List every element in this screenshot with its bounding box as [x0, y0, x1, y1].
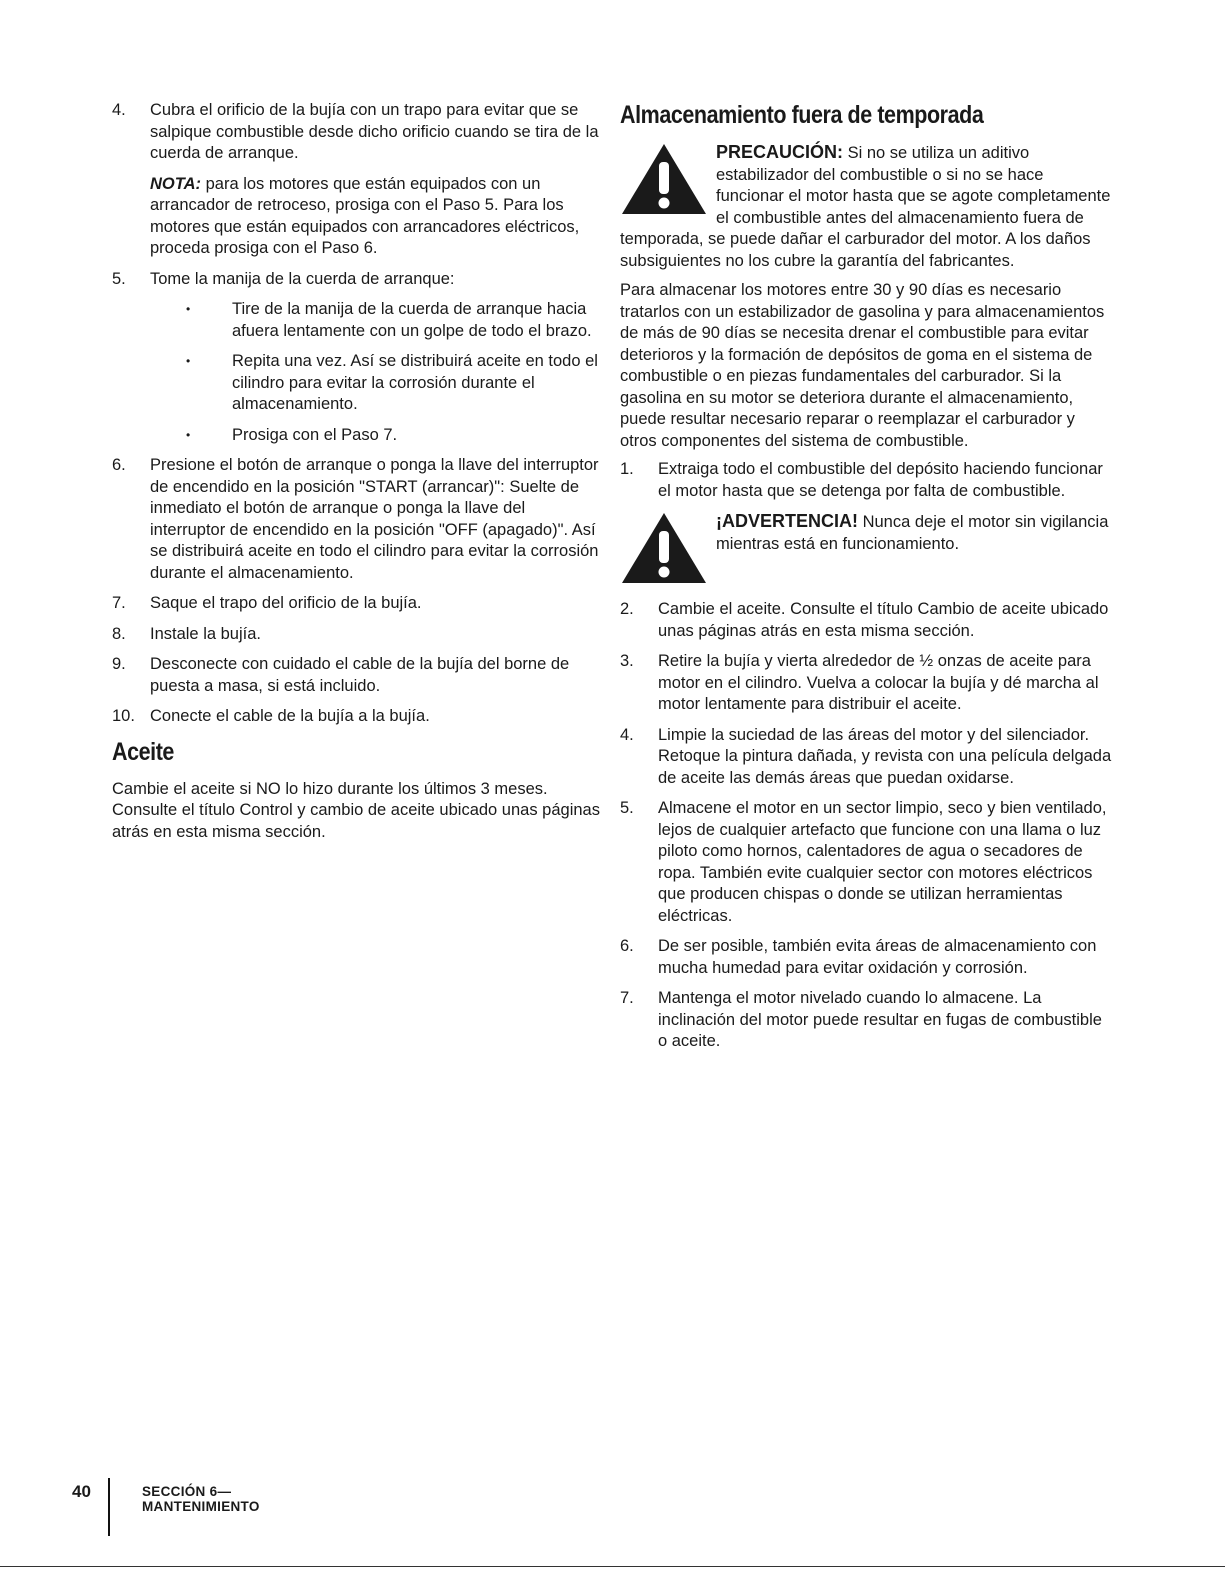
list-text: Almacene el motor en un sector limpio, seco y bien ventilado, lejos de cualquier artefacto que funcione con una llama o luz piloto como hornos, calentadores de agua o secadores de ropa. También evite cualquier sector con motores eléctricos que producen chispas o donde se utilizan herramientas eléctricas.: [658, 799, 1107, 925]
list-text: Mantenga el motor nivelado cuando lo almacene. La inclinación del motor puede resultar en fugas de combustible o aceite.: [658, 989, 1102, 1050]
list-item: [620, 988, 1112, 1053]
list-text: Saque el trapo del orificio de la bujía.: [150, 594, 422, 612]
bullet-item: [112, 425, 600, 447]
footer-section-label: SECCIÓN 6— MANTENIMIENTO: [142, 1484, 260, 1514]
list-number: 10.: [112, 707, 135, 725]
bullet-text: Repita una vez. Así se distribuirá aceite en todo el cilindro para evitar la corrosión durante el almacenamiento.: [232, 352, 598, 413]
list-text: Cambie el aceite. Consulte el título Cambio de aceite ubicado unas páginas atrás en esta misma sección.: [658, 600, 1109, 640]
list-number: 5.: [112, 269, 126, 288]
bullet-icon: •: [186, 354, 191, 368]
list-item: [112, 706, 600, 728]
list-number: 6.: [620, 937, 634, 955]
list-item: [620, 798, 1112, 927]
note-label: NOTA:: [150, 174, 202, 193]
list-text: De ser posible, también evita áreas de almacenamiento con mucha humedad para evitar oxidación y corrosión.: [658, 937, 1097, 977]
list-text: Instale la bujía.: [150, 624, 261, 643]
section-title-storage: Almacenamiento fuera de temporada: [620, 101, 984, 129]
warning-triangle-icon: [620, 142, 708, 216]
page-number: 40: [72, 1482, 91, 1501]
list-item: [112, 624, 600, 646]
warning-text: Nunca deje el motor sin vigilancia mientras está en funcionamiento.: [716, 513, 1109, 553]
list-number: 3.: [620, 652, 634, 670]
note-text: para los motores que están equipados con un arrancador de retroceso, prosiga con el Paso 5. Para los motores que están equipados con arrancadores eléctricos, proceda prosiga con el Paso 6.: [150, 174, 580, 257]
note: [112, 174, 600, 260]
bullet-text: Tire de la manija de la cuerda de arranque hacia afuera lentamente con un golpe de todo el brazo.: [232, 300, 592, 340]
list-item: [620, 459, 1112, 502]
list-number: 4.: [112, 101, 126, 119]
list-text: Extraiga todo el combustible del depósito haciendo funcionar el motor hasta que se detenga por falta de combustible.: [658, 460, 1103, 500]
right-column: [620, 100, 1112, 1062]
list-text: Presione el botón de arranque o ponga la llave del interruptor de encendido en la posición "START (arrancar)": Suelte de inmediato el botón de arranque o ponga la llave del interruptor de encendido en la posición "OFF (apagado)". Así se distribuirá aceite en todo el cilindro para evitar la corrosión durante el almacenamiento.: [150, 456, 599, 582]
list-text: Cubra el orificio de la bujía con un trapo para evitar que se salpique combustible desde dicho orificio cuando se tira de la cuerda de arranque.: [150, 101, 599, 162]
storage-intro: Para almacenar los motores entre 30 y 90 días es necesario tratarlos con un estabilizador de gasolina y para almacenamientos de más de 90 días se necesita drenar el combustible para evitar deterioros y la formación de depósitos de goma en el sistema de combustible o en piezas fundamentales del carburador. Si la gasolina en su motor se deteriora durante el almacenamiento, puede resultar necesario reparar o reemplazar el carburador y otros componentes del sistema de combustible.: [620, 281, 1105, 450]
list-item: [112, 593, 600, 615]
list-item: [112, 100, 600, 165]
aceite-body: Cambie el aceite si NO lo hizo durante los últimos 3 meses. Consulte el título Control y cambio de aceite ubicado unas páginas atrás en esta misma sección.: [112, 779, 600, 841]
list-number: 4.: [620, 725, 634, 744]
bullet-icon: •: [186, 427, 191, 442]
list-text: Limpie la suciedad de las áreas del motor y del silenciador. Retoque la pintura dañada, y revista con una película delgada de aceite las demás áreas que puedan oxidarse.: [658, 725, 1112, 787]
caution-block: [620, 142, 1112, 272]
footer-divider: [108, 1478, 110, 1536]
list-item: [620, 651, 1112, 716]
section-title-aceite: Aceite: [112, 737, 174, 766]
warning-block: [620, 511, 1112, 591]
list-item: [112, 654, 600, 697]
list-number: 6.: [112, 456, 126, 474]
bullet-item: [112, 351, 600, 416]
list-text: Retire la bujía y vierta alrededor de ½ onzas de aceite para motor en el cilindro. Vuelva a colocar la bujía y dé marcha al motor lentamente para distribuir el aceite.: [658, 652, 1099, 713]
list-number: 8.: [112, 624, 126, 643]
list-item: [620, 936, 1112, 979]
list-text: Tome la manija de la cuerda de arranque:: [150, 269, 455, 288]
list-item: [112, 269, 600, 291]
list-number: 2.: [620, 600, 634, 618]
list-number: 7.: [620, 989, 634, 1007]
list-text: Conecte el cable de la bujía a la bujía.: [150, 707, 430, 725]
list-number: 7.: [112, 594, 126, 612]
bullet-text: Prosiga con el Paso 7.: [232, 425, 398, 444]
list-item: [112, 455, 600, 584]
warning-label: ¡ADVERTENCIA!: [716, 511, 858, 531]
list-item: [620, 725, 1112, 790]
bottom-rule: [0, 1566, 1225, 1567]
bullet-icon: •: [186, 302, 191, 316]
list-number: 5.: [620, 799, 634, 817]
left-column: [112, 100, 600, 850]
bullet-item: [112, 299, 600, 342]
list-item: [620, 599, 1112, 642]
caution-label: PRECAUCIÓN:: [716, 142, 844, 162]
list-number: 1.: [620, 460, 634, 478]
caution-text: Si no se utiliza un aditivo estabilizador del combustible o si no se hace funcionar el motor hasta que se agote completamente el combustible antes del almacenamiento fuera de temporada, se puede dañar el carburador del motor. A los daños subsiguientes no los cubre la garantía del fabricantes.: [620, 144, 1111, 270]
warning-triangle-icon: [620, 511, 708, 585]
list-number: 9.: [112, 655, 126, 673]
list-text: Desconecte con cuidado el cable de la bujía del borne de puesta a masa, si está incluido.: [150, 655, 570, 695]
